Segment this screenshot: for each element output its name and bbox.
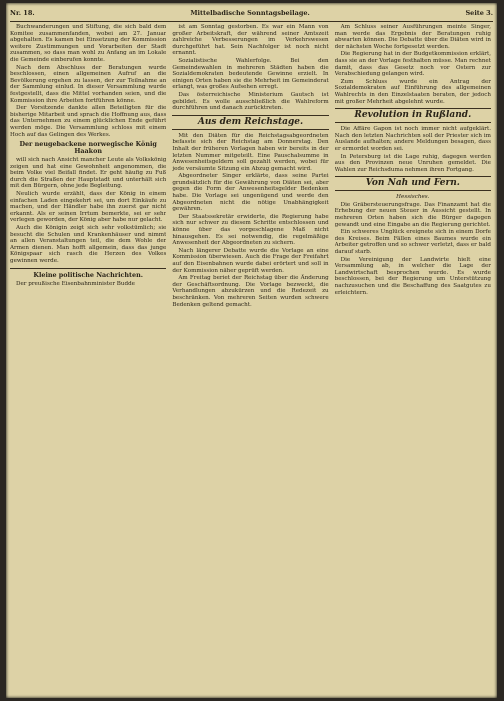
header-rule [10,21,493,22]
paragraph: Zum Schluss wurde ein Antrag der Sozialdemokraten auf Einführung des allgemeinen Wahlrechts in den Einzelstaaten beraten, der jedoch mit großer Mehrheit abgelehnt wurde. [334,78,491,105]
page-header [10,7,493,19]
section-heading: Kleine politische Nachrichten. [33,270,143,279]
column-1 [10,24,166,694]
paragraph: will sich nach Ansicht mancher Leute als Volkskönig zeigen und hat eine Gewohnheit angenommen, die beim Volke viel Beifall findet. Er geht häufig zu Fuß durch die Straßen der Hauptstadt und unterhält sich mit den Bürgern, ohne jede Begleitung. [10,157,167,190]
issue-number: Nr. 18. [10,9,35,17]
section-heading: Der neugebackene norwegische König Haakon [19,140,157,156]
page-number: Seite 3. [465,9,493,17]
section-title: Von Nah und Fern. [335,176,491,191]
paragraph: Nach dem Abschluss der Beratungen wurde beschlossen, einen allgemeinen Aufruf an die Bevölkerung ergehen zu lassen, der zur Teilnahme an der Sammlung einlud. In dieser Versammlung wurde festgestellt, dass die Mittel vorhanden seien, und die Kommission ihre Arbeiten fortführen könne. [10,64,167,104]
column-2 [172,24,328,694]
paragraph: Abgeordneter Singer erklärte, dass seine Partei grundsätzlich für die Gewährung von Diäten sei, aber gegen die Form der Anwesenheitsgelder Bedenken habe. Die Vorlage sei ungenügend und werde den Abgeordneten nicht die nötige Unabhängigkeit gewähren. [172,173,329,213]
paragraph: Das österreichische Ministerium Gautsch ist gebildet. Es wolle ausschließlich die Wahlreform durchführen und danach zurücktreten. [172,91,329,112]
section-title: Aus dem Reichstage. [172,115,328,130]
paragraph: ist am Sonntag gestorben. Es war ein Mann von großer Arbeitskraft, der während seiner Amtszeit zahlreiche Verbesserungen im Verkehrswesen durchgeführt hat. Sein Nachfolger ist noch nicht ernannt. [172,24,329,57]
paragraph: Der preußische Eisenbahnminister Budde [16,280,135,287]
paragraph: Neulich wurde erzählt, dass der König in einem einfachen Laden eingekehrt sei, um dort Einkäufe zu machen, und der Händler habe ihn zuerst gar nicht erkannt. Als er seinen Irrtum bemerkte, sei er sehr verlegen geworden, der König aber habe nur gelacht. [10,191,167,224]
paragraph: Mit den Diäten für die Reichstagsabgeordneten befasste sich der Reichstag am Donnerstag. Den Inhalt der früheren Vorlagen haben wir bereits in der letzten Nummer mitgeteilt. Eine Pauschalsumme in Anwesenheitsgeldern soll gezahlt werden, wobei für jede versäumte Sitzung ein Abzug gemacht wird. [172,132,329,172]
paragraph: Buchwanderungen und Stiftung, die sich bald dem Komitee zusammenfanden, wobei am 27. Januar abgehalten. Es kamen bei Einsetzung der Kommission weitere Zustimmungen und Vorarbeiten der Stadt zusammen, so dass man wohl zu Anfang an im Lokale die Gemeinde einberufen konnte. [10,24,167,63]
subsection-label: Hessisches. [396,194,430,201]
paragraph: Die Affäre Gapon ist noch immer nicht aufgeklärt. Nach den letzten Nachrichten soll der Priester sich im Auslande aufhalten; andere Meldungen besagen, dass er ermordet worden sei. [334,126,491,152]
paragraph: Der Vorsitzende dankte allen Beteiligten für die bisherige Mitarbeit und sprach die Hoffnung aus, dass das Unternehmen zu einem glücklichen Ende geführt werden möge. Die Versammlung schloss mit einem Hoch auf das Gelingen des Werkes. [10,105,167,138]
paragraph: Der Staatssekretär erwiderte, die Regierung habe sich nur schwer zu diesem Schritte entschlossen und könne über das vorgeschlagene Maß nicht hinausgehen. Es sei notwendig, die regelmäßige Anwesenheit der Abgeordneten zu sichern. [172,213,329,247]
paragraph: Ein schweres Unglück ereignete sich in einem Dorfe des Kreises. Beim Fällen eines Baumes wurde ein Arbeiter getroffen und so schwer verletzt, dass er bald darauf starb. [334,229,491,256]
column-3 [335,24,491,694]
paragraph: Auch die Königin zeigt sich sehr volkstümlich; sie besucht die Schulen und Krankenhäuser und nimmt an allen Veranstaltungen teil, die dem Wohle der Armen dienen. Man hofft allgemein, dass das junge Königspaar sich rasch die Herzen des Volkes gewinnen werde. [10,225,167,264]
paragraph: Die Vereinigung der Landwirte hielt eine Versammlung ab, in welcher die Lage der Landwirtschaft besprochen wurde. Es wurde beschlossen, bei der Regierung um Unterstützung nachzusuchen und die Beschaffung des Saatgutes zu erleichtern. [334,256,491,296]
columns [10,24,491,694]
paragraph: Am Freitag beriet der Reichstag über die Änderung der Geschäftsordnung. Die Vorlage bezweckt, die Verhandlungen abzukürzen und die Redezeit zu beschränken. Von mehreren Seiten wurden schwere Bedenken geltend gemacht. [172,275,329,308]
paragraph: Die Gräbersteuerungsfrage. Das Finanzamt hat die Erhebung der neuen Steuer in Aussicht gestellt. In mehreren Orten haben sich die Bürger dagegen gewandt und eine Eingabe an die Regierung gerichtet. [334,201,491,228]
paragraph: In Petersburg ist die Lage ruhig, dagegen werden aus den Provinzen neue Unruhen gemeldet. Die Wahlen zur Reichsduma nehmen ihren Fortgang. [334,153,491,173]
paragraph: Sozialistische Wahlerfolge. Bei den Gemeindewahlen in mehreren Städten haben die Sozialdemokraten bedeutende Gewinne erzielt. In einigen Orten haben sie die Mehrheit im Gemeinderat erlangt, was großes Aufsehen erregt. [172,57,329,91]
section-title: Revolution in Rußland. [335,108,491,123]
section-divider [10,268,166,269]
paragraph: Die Regierung hat in der Budgetkommission erklärt, dass sie an der Vorlage festhalten müsse. Man rechnet damit, dass das Gesetz noch vor Ostern zur Verabschiedung gelangen wird. [334,51,491,78]
publication-title: Mittelbadische Sonntagsbeilage. [190,9,310,17]
newspaper-page [6,3,497,698]
paragraph: Am Schluss seiner Ausführungen meinte Singer, man werde das Ergebnis der Beratungen ruhig abwarten können. Die Debatte über die Diäten wird in der nächsten Woche fortgesetzt werden. [334,24,491,50]
paragraph: Nach längerer Debatte wurde die Vorlage an eine Kommission überwiesen. Auch die Frage der Freifahrt auf den Eisenbahnen wurde dabei erörtert und soll in der Kommission näher geprüft werden. [172,247,329,274]
